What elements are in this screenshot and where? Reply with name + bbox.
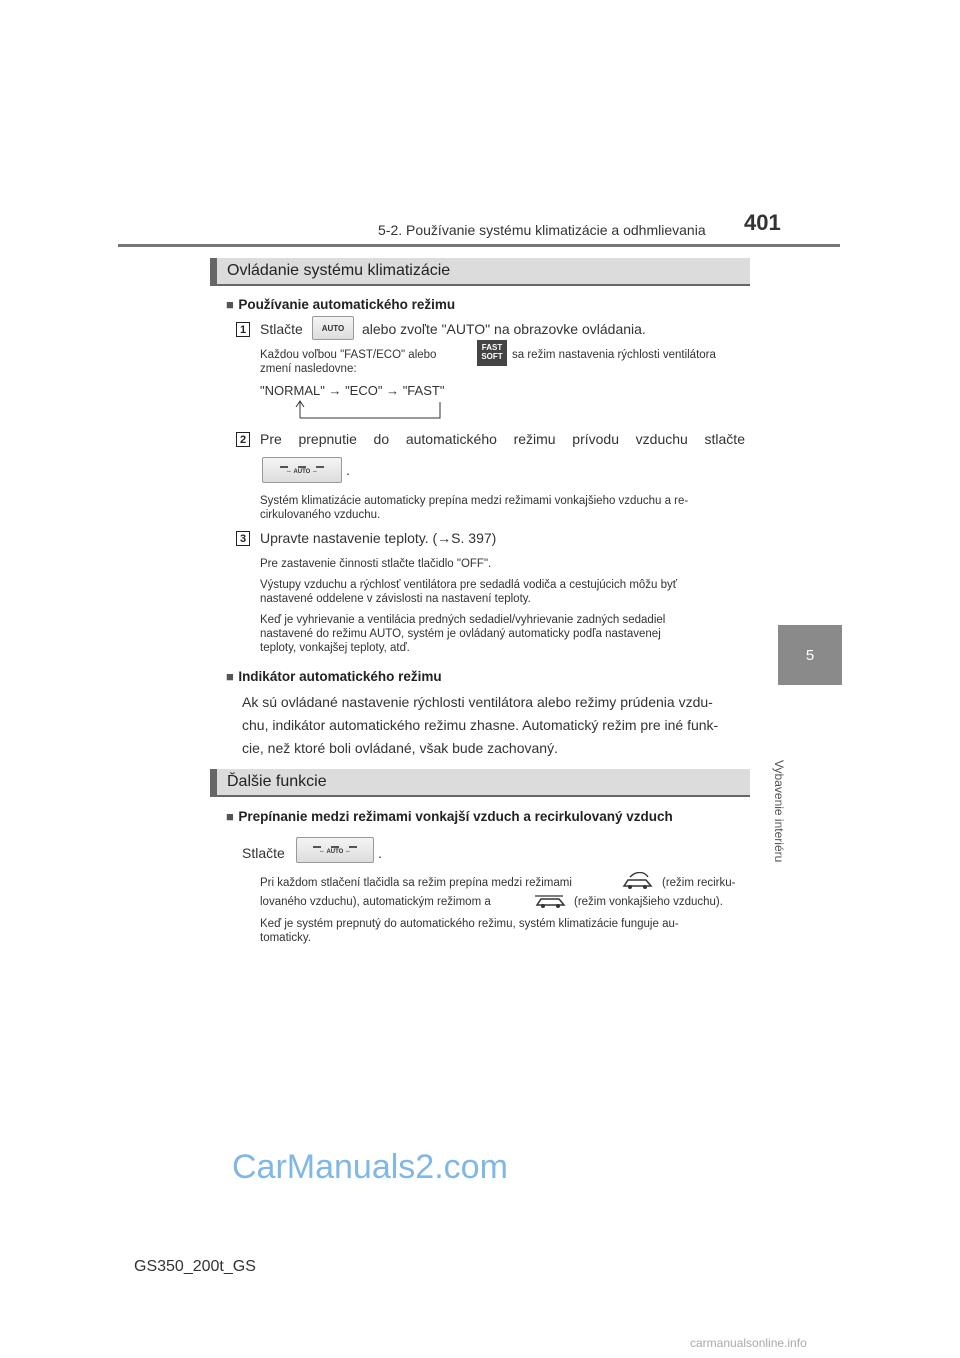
page-number: 401 — [744, 210, 781, 235]
outside-air-icon — [533, 891, 569, 911]
mode-note2-line2: tomaticky. — [260, 932, 311, 944]
step3-note3-line2: nastavené do režimu AUTO, systém je ovládaný automaticky podľa nastavenej — [260, 628, 661, 640]
step3-note3-line3: teploty, vonkajšej teploty, atď. — [260, 642, 410, 654]
press-text: Stlačte — [242, 845, 285, 861]
step3-note2-line1: Výstupy vzduchu a rýchlosť ventilátora pre sedadlá vodiča a cestujúcich môžu byť — [260, 579, 678, 591]
mode-note-a: Pri každom stlačení tlačidla sa režim prepína medzi režimami — [260, 877, 572, 889]
footer-model-code: GS350_200t_GS — [134, 1258, 256, 1275]
fast-soft-button-icon: FAST SOFT — [477, 340, 507, 366]
air-intake-auto-button-icon: ⇔ AUTO ⇔ — [262, 457, 342, 483]
indicator-text-line1: Ak sú ovládané nastavenie rýchlosti ventilátora alebo režimy prúdenia vzdu- — [242, 694, 713, 710]
square-bullet-icon: ■ — [226, 297, 234, 312]
subsection-heading: ■ Indikátor automatického režimu — [226, 669, 442, 684]
step1-text-after: alebo zvoľte "AUTO" na obrazovke ovládania. — [362, 321, 646, 337]
step1-note-before: Každou voľbou "FAST/ECO" alebo — [260, 349, 437, 361]
section-title-bar — [210, 769, 750, 797]
mode-note-d: (režim vonkajšieho vzduchu). — [574, 896, 723, 908]
step-number: 1 — [236, 322, 250, 337]
subsection-heading: ■ Prepínanie medzi režimami vonkajší vzduch a recirkulovaný vzduch — [226, 809, 673, 824]
square-bullet-icon: ■ — [226, 669, 234, 684]
step-number: 3 — [236, 531, 250, 546]
indicator-text-line2: chu, indikátor automatického režimu zhasne. Automatický režim pre iné funk- — [242, 717, 719, 733]
section-title: Ovládanie systému klimatizácie — [227, 262, 451, 279]
chapter-number: 5 — [805, 646, 815, 664]
air-intake-auto-button-icon: ⇔ AUTO ⇔ — [296, 837, 374, 863]
step3-note1: Pre zastavenie činnosti stlačte tlačidlo "OFF". — [260, 558, 492, 570]
step2-period: . — [346, 462, 350, 478]
mode-note-c: lovaného vzduchu), automatickým režimom a — [260, 896, 491, 908]
mode-note-b: (režim recirku- — [662, 877, 736, 889]
fan-cycle-text: "NORMAL" → "ECO" → "FAST" — [260, 383, 445, 398]
step-number: 2 — [236, 432, 250, 447]
step1-note-after: sa režim nastavenia rýchlosti ventilátora — [512, 349, 716, 361]
step1-text-before: Stlačte — [260, 321, 303, 337]
press-period: . — [378, 845, 382, 861]
indicator-text-line3: cie, než ktoré boli ovládané, však bude zachovaný. — [242, 740, 558, 756]
step3-text: Upravte nastavenie teploty. (→S. 397) — [260, 530, 497, 546]
step2-note-line1: Systém klimatizácie automaticky prepína medzi režimami vonkajšieho vzduchu a re- — [260, 495, 689, 507]
watermark-carmanuals: CarManuals2.com — [232, 1148, 508, 1186]
section-title: Ďalšie funkcie — [227, 773, 327, 790]
step2-text: Pre prepnutie do automatického režimu prívodu vzduchu stlačte — [260, 431, 745, 447]
header-section-title: 5-2. Používanie systému klimatizácie a odhmlievania — [378, 222, 706, 238]
chapter-label: Vybavenie interiéru — [772, 760, 786, 863]
mode-note2-line1: Keď je systém prepnutý do automatického režimu, systém klimatizácie funguje au- — [260, 918, 679, 930]
step3-note3-line1: Keď je vyhrievanie a ventilácia predných sedadiel/vyhrievanie zadných sedadiel — [260, 614, 666, 626]
section-title-bar — [210, 258, 750, 286]
subsection-heading: ■ Používanie automatického režimu — [226, 297, 456, 312]
step1-note-line2: zmení nasledovne: — [260, 363, 357, 375]
recirculation-icon — [620, 872, 656, 892]
step2-note-line2: cirkulovaného vzduchu. — [260, 509, 381, 521]
chapter-tab — [778, 625, 842, 685]
square-bullet-icon: ■ — [226, 809, 234, 824]
step3-note2-line2: nastavené oddelene v závislosti na nastavení teploty. — [260, 593, 531, 605]
cycle-return-arrow — [292, 398, 447, 420]
auto-button-icon: AUTO — [312, 316, 354, 340]
watermark-online: carmanualsonline.info — [690, 1336, 807, 1350]
header-divider — [118, 244, 840, 247]
